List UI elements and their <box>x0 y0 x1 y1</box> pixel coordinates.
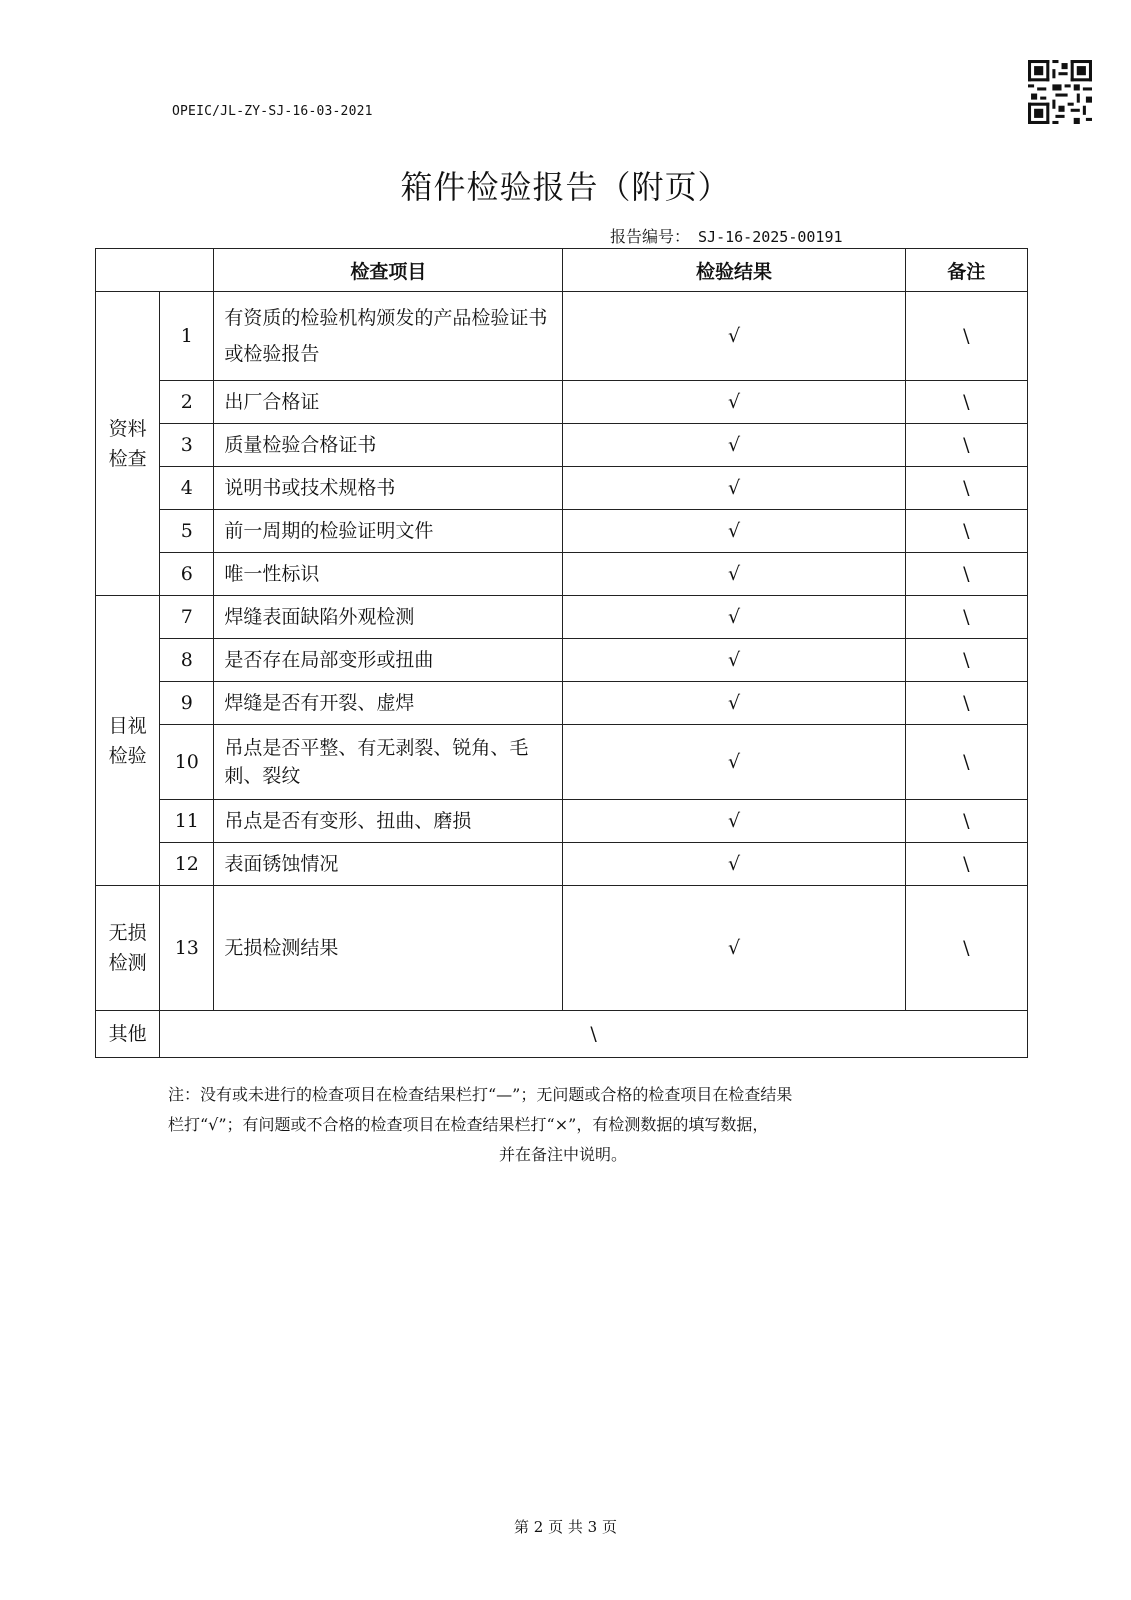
row-number: 8 <box>160 639 214 682</box>
header-note: 备注 <box>905 249 1027 292</box>
row-item: 是否存在局部变形或扭曲 <box>214 639 563 682</box>
row-result: √ <box>563 381 905 424</box>
row-note: \ <box>905 553 1027 596</box>
row-result: √ <box>563 596 905 639</box>
row-item: 吊点是否有变形、扭曲、磨损 <box>214 800 563 843</box>
row-number: 12 <box>160 843 214 886</box>
row-note: \ <box>905 886 1027 1011</box>
table-row <box>96 510 1028 553</box>
row-number: 5 <box>160 510 214 553</box>
category-docs-label: 资料检查 <box>108 417 147 470</box>
inspection-table <box>95 248 1028 1058</box>
row-note: \ <box>905 682 1027 725</box>
row-number: 1 <box>160 292 214 381</box>
page-number: 第 2 页 共 3 页 <box>514 1518 617 1536</box>
row-item: 有资质的检验机构颁发的产品检验证书或检验报告 <box>214 292 563 381</box>
row-note: \ <box>905 510 1027 553</box>
table-row <box>96 424 1028 467</box>
report-number-label: 报告编号： <box>610 227 691 246</box>
row-number: 11 <box>160 800 214 843</box>
footnote-line-3: 并在备注中说明。 <box>498 1145 627 1164</box>
row-note: \ <box>905 800 1027 843</box>
row-number: 7 <box>160 596 214 639</box>
row-result: √ <box>563 424 905 467</box>
table-row <box>96 682 1028 725</box>
table-header-row <box>96 249 1028 292</box>
footnote-line-1: 注：没有或未进行的检查项目在检查结果栏打“—”；无问题或合格的检查项目在检查结果 <box>168 1085 793 1104</box>
row-note: \ <box>905 725 1027 800</box>
table-row <box>96 381 1028 424</box>
category-ndt <box>96 886 160 1011</box>
row-result: √ <box>563 467 905 510</box>
table-row <box>96 292 1028 381</box>
table-row <box>96 886 1028 1011</box>
category-visual-label: 目视检验 <box>108 714 147 767</box>
page-title: 箱件检验报告（附页） <box>400 168 731 206</box>
report-number-value: SJ-16-2025-00191 <box>698 228 843 246</box>
row-result: √ <box>563 682 905 725</box>
header-result: 检验结果 <box>563 249 905 292</box>
row-number: 10 <box>160 725 214 800</box>
row-note: \ <box>905 381 1027 424</box>
row-number: 13 <box>160 886 214 1011</box>
row-note: \ <box>905 424 1027 467</box>
row-result: √ <box>563 510 905 553</box>
row-result: √ <box>563 800 905 843</box>
row-result: √ <box>563 725 905 800</box>
row-item: 前一周期的检验证明文件 <box>214 510 563 553</box>
row-result: √ <box>563 639 905 682</box>
row-item: 无损检测结果 <box>214 886 563 1011</box>
header-item: 检查项目 <box>214 249 563 292</box>
row-note: \ <box>905 467 1027 510</box>
row-item: 表面锈蚀情况 <box>214 843 563 886</box>
row-number: 2 <box>160 381 214 424</box>
row-item: 吊点是否平整、有无剥裂、锐角、毛刺、裂纹 <box>214 725 563 800</box>
category-visual <box>96 596 160 886</box>
row-result: √ <box>563 886 905 1011</box>
row-item: 说明书或技术规格书 <box>214 467 563 510</box>
row-number: 6 <box>160 553 214 596</box>
row-number: 3 <box>160 424 214 467</box>
row-item: 质量检验合格证书 <box>214 424 563 467</box>
other-value: \ <box>160 1011 1028 1058</box>
row-result: √ <box>563 292 905 381</box>
row-item: 唯一性标识 <box>214 553 563 596</box>
table-row <box>96 843 1028 886</box>
footnote-line-2: 栏打“√”；有问题或不合格的检查项目在检查结果栏打“×”，有检测数据的填写数据， <box>168 1115 769 1134</box>
category-docs <box>96 292 160 596</box>
row-number: 9 <box>160 682 214 725</box>
category-ndt-label: 无损检测 <box>108 922 147 974</box>
row-result: √ <box>563 553 905 596</box>
document-code: OPEIC/JL-ZY-SJ-16-03-2021 <box>172 104 373 119</box>
table-row <box>96 596 1028 639</box>
table-row <box>96 639 1028 682</box>
row-note: \ <box>905 843 1027 886</box>
footnote <box>168 1080 958 1170</box>
row-note: \ <box>905 292 1027 381</box>
table-row <box>96 800 1028 843</box>
row-item: 焊缝表面缺陷外观检测 <box>214 596 563 639</box>
report-number <box>610 224 843 247</box>
row-result: √ <box>563 843 905 886</box>
row-item: 出厂合格证 <box>214 381 563 424</box>
row-item: 焊缝是否有开裂、虚焊 <box>214 682 563 725</box>
table-row <box>96 467 1028 510</box>
row-note: \ <box>905 596 1027 639</box>
header-blank <box>96 249 214 292</box>
table-row-other <box>96 1011 1028 1058</box>
row-number: 4 <box>160 467 214 510</box>
row-note: \ <box>905 639 1027 682</box>
qr-code-icon <box>1028 60 1092 124</box>
table-row <box>96 725 1028 800</box>
table-row <box>96 553 1028 596</box>
category-other: 其他 <box>96 1011 160 1058</box>
